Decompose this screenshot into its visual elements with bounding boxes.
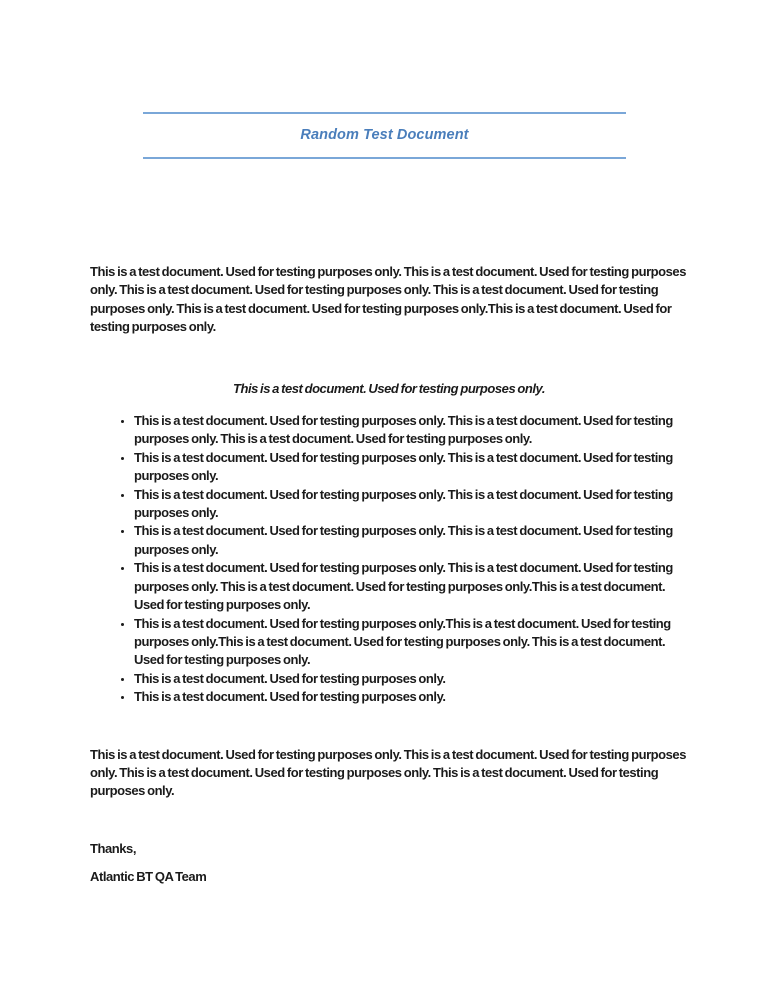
list-item: • This is a test document. Used for testing purposes only. This is a test document. Used for testing purposes only.: [134, 522, 690, 559]
list-item: • This is a test document. Used for testing purposes only.: [134, 688, 690, 706]
intro-paragraph: This is a test document. Used for testing purposes only. This is a test document. Used for testing purposes only. This is a test document. Used for testing purposes only. This is a test document. Used for testing purposes only. This is a test document. Used for testing purposes only.This is a test document. Used for testing purposes only.: [90, 264, 686, 335]
document-title: Random Test Document: [300, 127, 469, 143]
signoff: Thanks,: [90, 840, 136, 856]
centered-note: This is a test document. Used for testing purposes only.: [232, 380, 546, 396]
list-item: • This is a test document. Used for testing purposes only.This is a test document. Used for testing purposes only.This is a test document. Used for testing purposes only. This is a test document. Used for testing purposes only.: [134, 615, 690, 670]
bullet-list: [90, 412, 690, 707]
list-item: • This is a test document. Used for testing purposes only. This is a test document. Used for testing purposes only.: [134, 486, 690, 523]
document-title-block: [143, 112, 626, 159]
list-item: • This is a test document. Used for testing purposes only. This is a test document. Used for testing purposes only.: [134, 449, 690, 486]
list-item: • This is a test document. Used for testing purposes only.: [134, 670, 690, 688]
title-bottom-rule: [143, 157, 626, 159]
closing-paragraph: This is a test document. Used for testing purposes only. This is a test document. Used for testing purposes only. This is a test document. Used for testing purposes only. This is a test document. Used for testing purposes only.: [90, 746, 686, 799]
list-item: • This is a test document. Used for testing purposes only. This is a test document. Used for testing purposes only. This is a test document. Used for testing purposes only.This is a test document. Used for testing purposes only.: [134, 559, 690, 614]
list-item: • This is a test document. Used for testing purposes only. This is a test document. Used for testing purposes only. This is a test document. Used for testing purposes only.: [134, 412, 690, 449]
signature: Atlantic BT QA Team: [90, 869, 207, 885]
